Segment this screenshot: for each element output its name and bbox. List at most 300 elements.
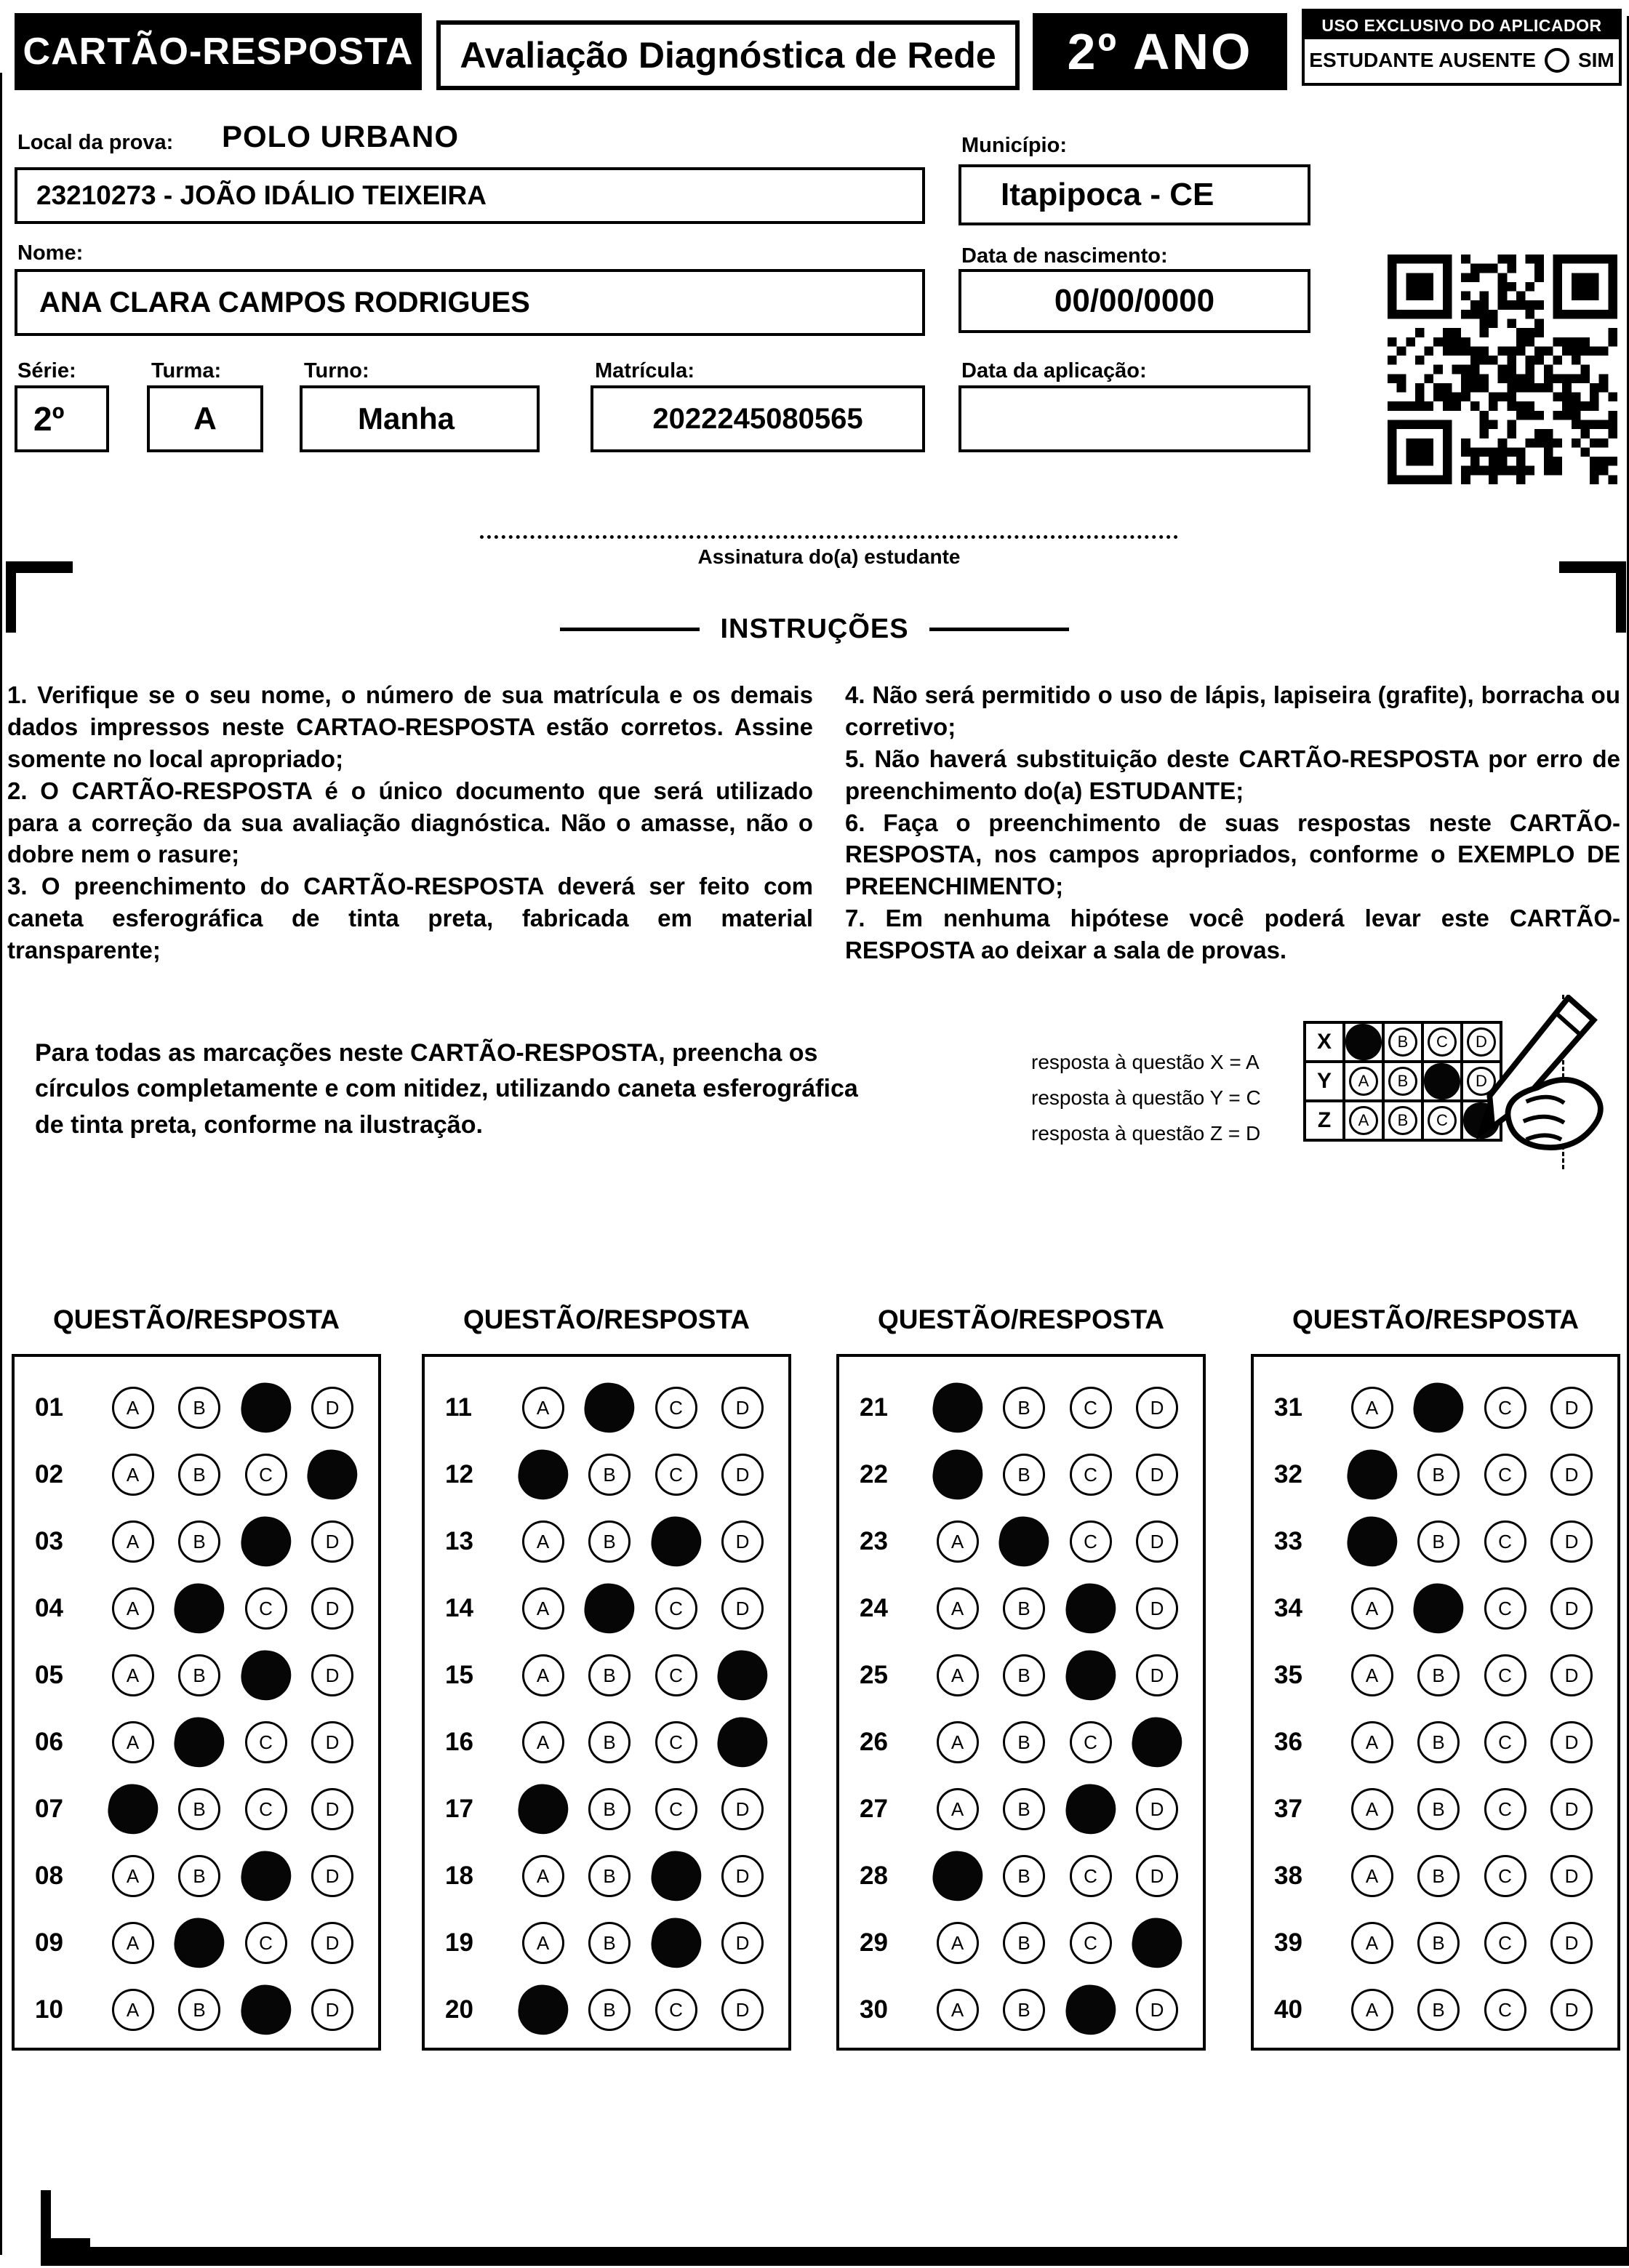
instruction-item: 3. O preenchimento do CARTÃO-RESPOSTA deverá ser feito com caneta esferográfica de tinta preta, fabricada em material transparente; xyxy=(7,873,813,963)
question-row xyxy=(1254,1843,1617,1910)
answer-bubble-b[interactable]: B xyxy=(588,1520,631,1563)
example-cell xyxy=(1382,1021,1424,1063)
answer-bubble-b[interactable]: B xyxy=(1417,1989,1460,2031)
answer-bubble-a[interactable]: A xyxy=(112,1922,154,1964)
school-value: 23210273 - JOÃO IDÁLIO TEIXEIRA xyxy=(36,180,487,210)
question-number: 32 xyxy=(1274,1460,1302,1488)
answer-bubble-d[interactable]: D xyxy=(1136,1855,1178,1897)
answer-bubble-c[interactable] xyxy=(238,1848,294,1904)
answer-bubble-b[interactable]: B xyxy=(178,1989,220,2031)
answer-bubble-a[interactable]: A xyxy=(937,1654,979,1696)
example-bubble-c xyxy=(1424,1063,1460,1099)
example-answer-lines xyxy=(1031,1044,1300,1151)
answer-bubble-d[interactable]: D xyxy=(1550,1855,1593,1897)
answer-grid xyxy=(836,1354,1206,2051)
answer-bubble-c[interactable] xyxy=(238,1513,294,1569)
example-bubble-b: B xyxy=(1388,1106,1417,1135)
question-row xyxy=(15,1843,378,1910)
question-number: 19 xyxy=(445,1928,473,1957)
instruction-item: 2. O CARTÃO-RESPOSTA é o único documento que será utilizado para a correção da sua avaliação diagnóstica. Não o amasse, não o dobre nem o rasure; xyxy=(7,777,813,868)
answer-bubble-b[interactable]: B xyxy=(1417,1654,1460,1696)
answer-bubble-c[interactable]: C xyxy=(1070,1721,1112,1763)
answer-bubble-b[interactable]: B xyxy=(1417,1922,1460,1964)
question-row xyxy=(15,1642,378,1709)
answer-bubble-a[interactable]: A xyxy=(112,1387,154,1429)
question-row xyxy=(425,1976,788,2043)
answer-bubble-a[interactable]: A xyxy=(1351,1788,1393,1830)
answer-bubble-b[interactable]: B xyxy=(178,1855,220,1897)
instructions-right xyxy=(845,679,1620,966)
answer-bubble-d[interactable]: D xyxy=(1136,1587,1178,1630)
page-edge-line-left xyxy=(0,73,2,2255)
answer-bubble-d[interactable]: D xyxy=(311,1855,353,1897)
answers-title-4: QUESTÃO/RESPOSTA xyxy=(1292,1305,1580,1334)
question-number: 25 xyxy=(860,1661,888,1689)
turno-field xyxy=(300,385,540,452)
question-number: 26 xyxy=(860,1728,888,1756)
answer-bubble-b[interactable]: B xyxy=(1417,1788,1460,1830)
question-number: 30 xyxy=(860,1995,888,2024)
registration-mark-top-left xyxy=(6,561,73,633)
card-title: CARTÃO-RESPOSTA xyxy=(15,13,422,90)
answer-bubble-b[interactable]: B xyxy=(1003,1855,1045,1897)
aplicacao-label: Data da aplicação: xyxy=(961,359,1147,382)
answer-bubble-a[interactable]: A xyxy=(522,1520,564,1563)
nascimento-field xyxy=(958,269,1310,333)
answer-bubble-d[interactable] xyxy=(1129,1714,1185,1770)
answer-bubble-d[interactable]: D xyxy=(1550,1387,1593,1429)
answer-bubble-d[interactable]: D xyxy=(1136,1454,1178,1496)
answer-bubble-d[interactable]: D xyxy=(721,1989,764,2031)
answer-bubble-d[interactable]: D xyxy=(721,1454,764,1496)
answer-bubble-a[interactable]: A xyxy=(522,1387,564,1429)
answer-bubble-d[interactable]: D xyxy=(311,1520,353,1563)
example-bubble-c: C xyxy=(1428,1106,1457,1135)
turma-label: Turma: xyxy=(151,359,222,382)
school-field xyxy=(15,167,925,224)
answer-bubble-b[interactable] xyxy=(581,1379,637,1435)
answer-bubble-c[interactable] xyxy=(238,1647,294,1703)
example-bubble-a: A xyxy=(1349,1067,1378,1096)
question-row xyxy=(15,1976,378,2043)
answer-bubble-a[interactable]: A xyxy=(522,1587,564,1630)
answer-bubble-a[interactable]: A xyxy=(112,1989,154,2031)
question-number: 02 xyxy=(35,1460,63,1488)
question-row xyxy=(1254,1374,1617,1441)
answer-bubble-a[interactable]: A xyxy=(522,1654,564,1696)
question-number: 29 xyxy=(860,1928,888,1957)
example-cell xyxy=(1382,1060,1424,1102)
nome-field xyxy=(15,269,925,336)
answer-bubble-c[interactable]: C xyxy=(655,1654,697,1696)
answer-bubble-b[interactable]: B xyxy=(1003,1922,1045,1964)
answer-bubble-c[interactable] xyxy=(1062,1781,1118,1837)
question-row xyxy=(1254,1976,1617,2043)
qr-code xyxy=(1388,255,1617,484)
question-number: 40 xyxy=(1274,1995,1302,2024)
answer-bubble-b[interactable]: B xyxy=(178,1520,220,1563)
instruction-item: 4. Não será permitido o uso de lápis, lapiseira (grafite), borracha ou corretivo; xyxy=(845,681,1620,740)
answer-bubble-b[interactable] xyxy=(996,1513,1052,1569)
answer-bubble-c[interactable]: C xyxy=(655,1989,697,2031)
answer-bubble-a[interactable]: A xyxy=(1351,1587,1393,1630)
answer-bubble-a[interactable]: A xyxy=(1351,1654,1393,1696)
answer-bubble-a[interactable] xyxy=(1344,1513,1400,1569)
answer-bubble-b[interactable]: B xyxy=(1003,1454,1045,1496)
answer-bubble-d[interactable] xyxy=(1129,1915,1185,1971)
answer-bubble-c[interactable]: C xyxy=(655,1721,697,1763)
answer-bubble-b[interactable]: B xyxy=(1003,1587,1045,1630)
answer-bubble-a[interactable] xyxy=(515,1982,571,2037)
example-cell xyxy=(1382,1099,1424,1142)
answer-bubble-b[interactable]: B xyxy=(588,1989,631,2031)
aplicacao-field[interactable] xyxy=(958,385,1310,452)
answer-bubble-d[interactable]: D xyxy=(1136,1520,1178,1563)
example-bubble-a: A xyxy=(1349,1106,1378,1135)
answer-bubble-c[interactable]: C xyxy=(1484,1922,1526,1964)
answer-bubble-a[interactable]: A xyxy=(112,1454,154,1496)
answer-bubble-d[interactable]: D xyxy=(1136,1788,1178,1830)
question-number: 38 xyxy=(1274,1862,1302,1890)
answer-bubble-c[interactable]: C xyxy=(245,1721,287,1763)
answer-bubble-a[interactable] xyxy=(515,1781,571,1837)
question-number: 35 xyxy=(1274,1661,1302,1689)
answer-bubble-d[interactable]: D xyxy=(1550,1454,1593,1496)
question-row xyxy=(839,1910,1203,1976)
applicator-box-title: USO EXCLUSIVO DO APLICADOR xyxy=(1305,12,1619,39)
question-row xyxy=(1254,1575,1617,1642)
answer-bubble-a[interactable]: A xyxy=(112,1587,154,1630)
answer-bubble-c[interactable]: C xyxy=(245,1788,287,1830)
answer-bubble-d[interactable]: D xyxy=(311,1721,353,1763)
answer-bubble-d[interactable]: D xyxy=(721,1520,764,1563)
question-number: 04 xyxy=(35,1594,63,1622)
registration-mark-top-right xyxy=(1559,561,1626,633)
question-number: 16 xyxy=(445,1728,473,1756)
question-number: 11 xyxy=(445,1393,472,1422)
question-row xyxy=(15,1910,378,1976)
answer-bubble-b[interactable] xyxy=(1410,1379,1466,1435)
answer-bubble-b[interactable]: B xyxy=(1417,1721,1460,1763)
question-row xyxy=(15,1508,378,1575)
question-row xyxy=(839,1508,1203,1575)
answer-bubble-c[interactable]: C xyxy=(655,1788,697,1830)
question-number: 24 xyxy=(860,1594,888,1622)
example-line-z: resposta à questão Z = D xyxy=(1031,1122,1261,1145)
answer-bubble-a[interactable] xyxy=(515,1446,571,1502)
answer-bubble-c[interactable] xyxy=(648,1915,704,1971)
question-number: 23 xyxy=(860,1527,888,1555)
question-number: 18 xyxy=(445,1862,473,1890)
serie-field xyxy=(15,385,109,452)
question-row xyxy=(839,1441,1203,1508)
question-number: 01 xyxy=(35,1393,63,1422)
answer-grid xyxy=(12,1354,381,2051)
answer-bubble-a[interactable]: A xyxy=(522,1855,564,1897)
answer-bubble-d[interactable]: D xyxy=(1136,1989,1178,2031)
question-row xyxy=(839,1374,1203,1441)
example-bubble-a xyxy=(1345,1024,1382,1060)
example-bubble-b: B xyxy=(1388,1067,1417,1096)
answer-bubble-a[interactable]: A xyxy=(112,1654,154,1696)
example-row-label: Y xyxy=(1303,1060,1345,1102)
serie-label: Série: xyxy=(17,359,76,382)
question-number: 12 xyxy=(445,1460,473,1488)
answer-bubble-c[interactable]: C xyxy=(655,1587,697,1630)
answer-grid xyxy=(1251,1354,1620,2051)
answer-bubble-c[interactable] xyxy=(1062,1580,1118,1636)
answer-bubble-c[interactable]: C xyxy=(1484,1520,1526,1563)
answer-bubble-b[interactable]: B xyxy=(588,1855,631,1897)
question-row xyxy=(425,1508,788,1575)
answer-bubble-b[interactable] xyxy=(171,1915,227,1971)
answer-bubble-a[interactable]: A xyxy=(937,1520,979,1563)
answer-bubble-a[interactable]: A xyxy=(937,1989,979,2031)
answer-bubble-d[interactable]: D xyxy=(721,1587,764,1630)
instruction-item: 6. Faça o preenchimento de suas respostas neste CARTÃO-RESPOSTA, nos campos apropriados, conforme o EXEMPLO DE PREENCHIMENTO; xyxy=(845,809,1620,900)
answer-bubble-a[interactable] xyxy=(105,1781,161,1837)
answer-bubble-c[interactable]: C xyxy=(1484,1788,1526,1830)
answer-bubble-a[interactable] xyxy=(1344,1446,1400,1502)
question-row xyxy=(425,1642,788,1709)
answer-bubble-c[interactable]: C xyxy=(1484,1454,1526,1496)
answer-bubble-b[interactable]: B xyxy=(1003,1721,1045,1763)
question-row xyxy=(839,1709,1203,1776)
answer-bubble-a[interactable]: A xyxy=(112,1520,154,1563)
answer-bubble-d[interactable]: D xyxy=(311,1587,353,1630)
answer-bubble-b[interactable] xyxy=(171,1580,227,1636)
signature-label: Assinatura do(a) estudante xyxy=(697,545,961,568)
answer-bubble-d[interactable]: D xyxy=(1550,1989,1593,2031)
answer-bubble-d[interactable]: D xyxy=(1550,1788,1593,1830)
answer-bubble-c[interactable]: C xyxy=(1484,1387,1526,1429)
answer-bubble-c[interactable]: C xyxy=(655,1387,697,1429)
question-row xyxy=(425,1843,788,1910)
answers-title-2: QUESTÃO/RESPOSTA xyxy=(463,1305,751,1334)
student-absent-label: ESTUDANTE AUSENTE xyxy=(1309,49,1536,71)
answer-bubble-b[interactable] xyxy=(171,1714,227,1770)
answer-bubble-a[interactable]: A xyxy=(112,1855,154,1897)
answer-bubble-c[interactable] xyxy=(238,1379,294,1435)
answer-bubble-d[interactable]: D xyxy=(721,1788,764,1830)
instructions-title-text: INSTRUÇÕES xyxy=(720,614,909,644)
hand-pen-illustration xyxy=(1456,995,1625,1163)
instruction-item: 7. Em nenhuma hipótese você poderá levar este CARTÃO-RESPOSTA ao deixar a sala de provas. xyxy=(845,905,1620,963)
answer-bubble-c[interactable]: C xyxy=(1070,1387,1112,1429)
question-number: 09 xyxy=(35,1928,63,1957)
question-number: 06 xyxy=(35,1728,63,1756)
answer-bubble-b[interactable]: B xyxy=(1003,1989,1045,2031)
answer-bubble-d[interactable] xyxy=(714,1714,770,1770)
question-number: 36 xyxy=(1274,1728,1302,1756)
question-row xyxy=(15,1709,378,1776)
answer-bubble-b[interactable]: B xyxy=(1003,1788,1045,1830)
question-row xyxy=(15,1441,378,1508)
answer-bubble-c[interactable]: C xyxy=(245,1454,287,1496)
example-line-y: resposta à questão Y = C xyxy=(1031,1086,1261,1109)
question-row xyxy=(425,1709,788,1776)
answers-title-3: QUESTÃO/RESPOSTA xyxy=(877,1305,1165,1334)
answer-bubble-a[interactable]: A xyxy=(1351,1721,1393,1763)
answer-bubble-a[interactable] xyxy=(929,1848,985,1904)
instructions-left xyxy=(7,679,813,966)
answer-bubble-b[interactable]: B xyxy=(178,1387,220,1429)
matricula-label: Matrícula: xyxy=(595,359,695,382)
answer-bubble-d[interactable]: D xyxy=(721,1922,764,1964)
answer-bubble-a[interactable]: A xyxy=(1351,1387,1393,1429)
answer-bubble-c[interactable] xyxy=(238,1982,294,2037)
question-number: 08 xyxy=(35,1862,63,1890)
answer-bubble-d[interactable]: D xyxy=(1550,1520,1593,1563)
question-number: 28 xyxy=(860,1862,888,1890)
answer-bubble-b[interactable]: B xyxy=(588,1454,631,1496)
answer-bubble-b[interactable]: B xyxy=(1417,1520,1460,1563)
answer-bubble-c[interactable]: C xyxy=(1484,1654,1526,1696)
answer-bubble-c[interactable]: C xyxy=(245,1922,287,1964)
answer-bubble-c[interactable]: C xyxy=(1070,1855,1112,1897)
answer-bubble-b[interactable]: B xyxy=(588,1788,631,1830)
question-row xyxy=(839,1976,1203,2043)
answer-bubble-b[interactable] xyxy=(1410,1580,1466,1636)
grade-badge: 2º ANO xyxy=(1033,13,1287,90)
turma-field xyxy=(147,385,263,452)
answer-bubble-d[interactable]: D xyxy=(1136,1654,1178,1696)
answer-bubble-b[interactable]: B xyxy=(1003,1654,1045,1696)
question-row xyxy=(425,1441,788,1508)
answer-bubble-a[interactable]: A xyxy=(937,1788,979,1830)
answer-bubble-c[interactable]: C xyxy=(1484,1721,1526,1763)
marking-paragraph: Para todas as marcações neste CARTÃO-RESPOSTA, preencha os círculos completamente e com nitidez, utilizando caneta esferográfica de tinta preta, conforme na ilustração. xyxy=(35,1039,858,1139)
instruction-item: 5. Não haverá substituição deste CARTÃO-RESPOSTA por erro de preenchimento do(a) ESTUDANTE; xyxy=(845,745,1620,804)
answer-bubble-c[interactable] xyxy=(1062,1982,1118,2037)
municipio-field xyxy=(958,164,1310,225)
answer-bubble-d[interactable]: D xyxy=(311,1989,353,2031)
answer-bubble-b[interactable] xyxy=(581,1580,637,1636)
question-number: 13 xyxy=(445,1527,473,1555)
example-cell xyxy=(1342,1099,1385,1142)
nome-value: ANA CLARA CAMPOS RODRIGUES xyxy=(39,286,530,318)
answer-bubble-d[interactable]: D xyxy=(1550,1922,1593,1964)
municipio-value: Itapipoca - CE xyxy=(1001,177,1214,212)
answer-bubble-d[interactable]: D xyxy=(721,1387,764,1429)
matricula-field xyxy=(591,385,925,452)
answer-bubble-a[interactable]: A xyxy=(937,1587,979,1630)
answer-bubble-c[interactable]: C xyxy=(1484,1855,1526,1897)
turno-value: Manha xyxy=(358,401,455,436)
answer-bubble-c[interactable]: C xyxy=(1070,1922,1112,1964)
question-row xyxy=(1254,1776,1617,1843)
question-row xyxy=(839,1575,1203,1642)
example-bubble-c: C xyxy=(1428,1027,1457,1057)
example-bubble-d: D xyxy=(1467,1067,1496,1096)
answer-bubble-a[interactable]: A xyxy=(1351,1855,1393,1897)
registration-mark-bottom-left xyxy=(41,2190,90,2250)
municipio-label: Município: xyxy=(961,134,1067,157)
answer-grid xyxy=(422,1354,791,2051)
answer-bubble-b[interactable]: B xyxy=(1417,1855,1460,1897)
answer-bubble-d[interactable]: D xyxy=(311,1654,353,1696)
nascimento-label: Data de nascimento: xyxy=(961,244,1168,268)
answer-bubble-d[interactable]: D xyxy=(311,1788,353,1830)
question-number: 22 xyxy=(860,1460,888,1488)
example-bubble-d: D xyxy=(1467,1027,1496,1057)
answer-bubble-c[interactable]: C xyxy=(1484,1587,1526,1630)
question-row xyxy=(839,1843,1203,1910)
example-row-label: Z xyxy=(1303,1099,1345,1142)
answer-bubble-d[interactable]: D xyxy=(1550,1654,1593,1696)
answer-bubble-a[interactable]: A xyxy=(522,1721,564,1763)
answer-bubble-b[interactable]: B xyxy=(178,1454,220,1496)
answer-bubble-d[interactable]: D xyxy=(1550,1587,1593,1630)
answer-bubble-c[interactable]: C xyxy=(245,1587,287,1630)
answer-bubble-a[interactable]: A xyxy=(937,1721,979,1763)
answer-bubble-a[interactable]: A xyxy=(937,1922,979,1964)
answer-bubble-a[interactable]: A xyxy=(522,1922,564,1964)
question-number: 33 xyxy=(1274,1527,1302,1555)
matricula-value: 2022245080565 xyxy=(652,402,863,435)
answer-bubble-b[interactable]: B xyxy=(588,1721,631,1763)
question-number: 31 xyxy=(1274,1393,1302,1422)
answer-bubble-d[interactable]: D xyxy=(311,1922,353,1964)
answer-bubble-d[interactable] xyxy=(714,1647,770,1703)
answer-bubble-b[interactable]: B xyxy=(1003,1387,1045,1429)
question-row xyxy=(15,1374,378,1441)
answer-bubble-c[interactable]: C xyxy=(1070,1520,1112,1563)
nome-label: Nome: xyxy=(17,241,84,265)
answer-bubble-a[interactable]: A xyxy=(112,1721,154,1763)
answer-bubble-a[interactable] xyxy=(929,1446,985,1502)
answer-bubble-d[interactable] xyxy=(304,1446,360,1502)
student-absent-option: SIM xyxy=(1577,49,1614,71)
applicator-box xyxy=(1302,9,1622,86)
answers-title-1: QUESTÃO/RESPOSTA xyxy=(52,1305,340,1334)
question-row xyxy=(1254,1709,1617,1776)
answer-bubble-c[interactable]: C xyxy=(655,1454,697,1496)
turma-value: A xyxy=(193,401,217,436)
answer-bubble-d[interactable]: D xyxy=(1136,1387,1178,1429)
question-row xyxy=(1254,1508,1617,1575)
answer-bubble-d[interactable]: D xyxy=(721,1855,764,1897)
answer-bubble-b[interactable]: B xyxy=(178,1788,220,1830)
answer-bubble-b[interactable]: B xyxy=(1417,1454,1460,1496)
example-cell xyxy=(1342,1060,1385,1102)
answer-bubble-a[interactable]: A xyxy=(1351,1989,1393,2031)
answer-bubble-d[interactable]: D xyxy=(1550,1721,1593,1763)
question-number: 14 xyxy=(445,1594,473,1622)
assessment-title: Avaliação Diagnóstica de Rede xyxy=(436,20,1020,90)
answer-bubble-b[interactable]: B xyxy=(178,1654,220,1696)
question-row xyxy=(425,1374,788,1441)
answer-bubble-a[interactable] xyxy=(929,1379,985,1435)
signature-line[interactable] xyxy=(480,535,1178,539)
answer-bubble-c[interactable]: C xyxy=(1484,1989,1526,2031)
answer-bubble-c[interactable] xyxy=(1062,1647,1118,1703)
answer-bubble-d[interactable]: D xyxy=(311,1387,353,1429)
question-number: 21 xyxy=(860,1393,888,1422)
answer-bubble-c[interactable] xyxy=(648,1848,704,1904)
answer-bubble-b[interactable]: B xyxy=(588,1654,631,1696)
answer-bubble-a[interactable]: A xyxy=(1351,1922,1393,1964)
question-number: 03 xyxy=(35,1527,63,1555)
question-row xyxy=(839,1642,1203,1709)
question-row xyxy=(1254,1642,1617,1709)
student-absent-bubble[interactable] xyxy=(1545,48,1569,73)
answer-bubble-c[interactable]: C xyxy=(1070,1454,1112,1496)
answer-bubble-b[interactable]: B xyxy=(588,1922,631,1964)
instruction-item: 1. Verifique se o seu nome, o número de sua matrícula e os demais dados impressos neste CARTAO-RESPOSTA estão corretos. Assine somente no local apropriado; xyxy=(7,681,813,772)
answer-bubble-c[interactable] xyxy=(648,1513,704,1569)
local-prova-value: POLO URBANO xyxy=(222,119,459,153)
